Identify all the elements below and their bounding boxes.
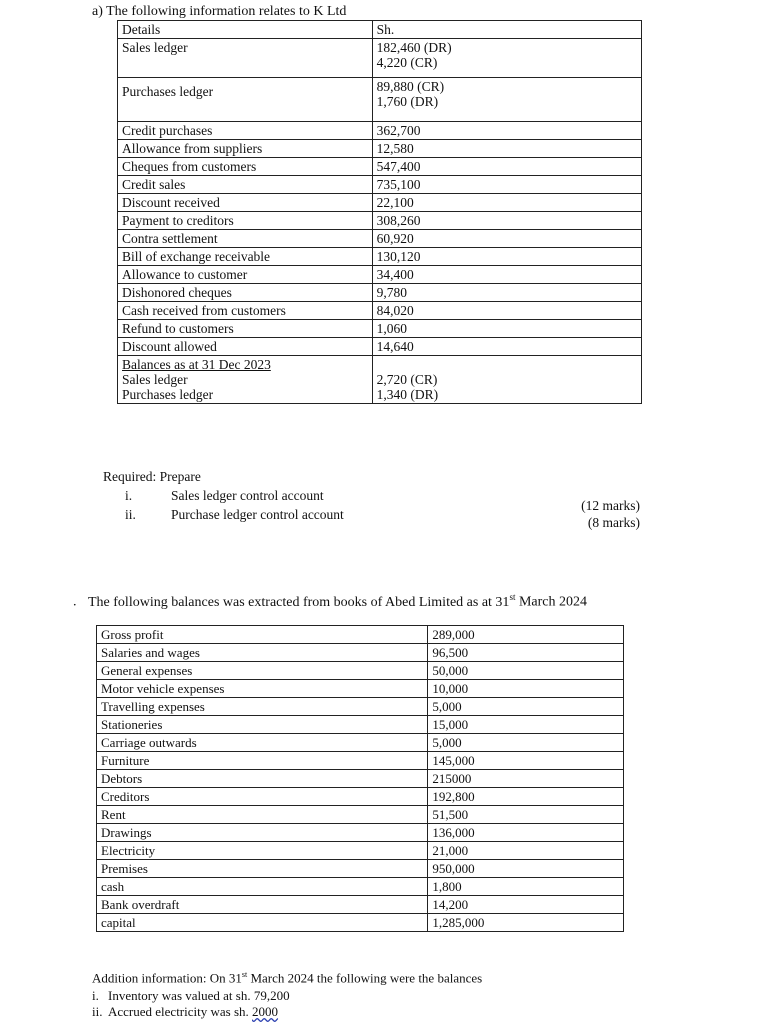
balances-amounts	[372, 356, 641, 404]
table-row	[118, 338, 642, 356]
row-label: Creditors	[97, 788, 428, 806]
row-label: General expenses	[97, 662, 428, 680]
balance-amount: 1,340 (DR)	[376, 387, 439, 402]
additional-item	[92, 1004, 482, 1020]
row-label: Gross profit	[97, 626, 428, 644]
table-row	[118, 158, 642, 176]
k-ltd-table	[117, 20, 642, 404]
table-row	[97, 806, 624, 824]
row-label: Cheques from customers	[118, 158, 373, 176]
row-label: Carriage outwards	[97, 734, 428, 752]
heading-text: The following balances was extracted from books of Abed Limited as at 31	[88, 594, 510, 610]
table-row	[97, 644, 624, 662]
table-row	[118, 78, 642, 122]
row-label: Credit purchases	[118, 122, 373, 140]
row-amount: 21,000	[428, 842, 624, 860]
row-amount: 192,800	[428, 788, 624, 806]
row-amount: 5,000	[428, 698, 624, 716]
bullet: .	[73, 594, 77, 610]
details-header: Details	[118, 21, 373, 39]
balance-label: Sales ledger	[122, 372, 188, 387]
table-row	[118, 266, 642, 284]
row-amount: 84,020	[372, 302, 641, 320]
row-amount: 5,000	[428, 734, 624, 752]
table-header-row	[118, 21, 642, 39]
heading-text: March 2024	[515, 594, 587, 610]
additional-info	[92, 967, 482, 1020]
row-amounts	[372, 78, 641, 122]
item-text: Inventory was valued at sh. 79,200	[108, 988, 290, 1004]
table-row	[97, 842, 624, 860]
row-amount: 735,100	[372, 176, 641, 194]
marks-value: (12 marks)	[581, 498, 640, 513]
row-label: Discount allowed	[118, 338, 373, 356]
row-label: Sales ledger	[118, 39, 373, 78]
row-amount: 60,920	[372, 230, 641, 248]
section-a-heading: a) The following information relates to K Ltd	[92, 4, 347, 19]
row-amount: 50,000	[428, 662, 624, 680]
item-number: i.	[92, 988, 99, 1004]
row-amount: 547,400	[372, 158, 641, 176]
row-amount: 34,400	[372, 266, 641, 284]
marks-value: (8 marks)	[587, 515, 640, 530]
row-amount: 1,285,000	[428, 914, 624, 932]
amount-value: 89,880 (CR)	[376, 79, 445, 94]
row-label: Refund to customers	[118, 320, 373, 338]
table-row	[118, 176, 642, 194]
heading-text: March 2024 the following were the balances	[247, 970, 483, 986]
row-label: Credit sales	[118, 176, 373, 194]
row-amount: 308,260	[372, 212, 641, 230]
table-row	[97, 788, 624, 806]
row-amount: 10,000	[428, 680, 624, 698]
row-amount: 51,500	[428, 806, 624, 824]
amount-value: 4,220 (CR)	[376, 55, 438, 70]
row-amount: 136,000	[428, 824, 624, 842]
balance-amount: 2,720 (CR)	[376, 372, 438, 387]
row-label: Rent	[97, 806, 428, 824]
row-amount: 14,200	[428, 896, 624, 914]
row-amount: 9,780	[372, 284, 641, 302]
row-amount: 15,000	[428, 716, 624, 734]
row-label: Electricity	[97, 842, 428, 860]
table-row	[97, 752, 624, 770]
required-title: Required: Prepare	[103, 469, 201, 484]
row-label: capital	[97, 914, 428, 932]
table-row	[97, 896, 624, 914]
row-label: Drawings	[97, 824, 428, 842]
table-row	[118, 248, 642, 266]
row-label: Bill of exchange receivable	[118, 248, 373, 266]
row-label: Furniture	[97, 752, 428, 770]
row-label: Motor vehicle expenses	[97, 680, 428, 698]
additional-heading	[92, 967, 482, 986]
row-amount: 950,000	[428, 860, 624, 878]
row-label: Stationeries	[97, 716, 428, 734]
row-label: Salaries and wages	[97, 644, 428, 662]
row-label: cash	[97, 878, 428, 896]
row-label: Bank overdraft	[97, 896, 428, 914]
row-amount: 130,120	[372, 248, 641, 266]
row-amount: 215000	[428, 770, 624, 788]
row-label: Contra settlement	[118, 230, 373, 248]
row-amount: 1,800	[428, 878, 624, 896]
balances-labels	[118, 356, 373, 404]
item-text: Sales ledger control account	[171, 488, 324, 503]
item-text: Purchase ledger control account	[171, 507, 344, 522]
section-b-heading	[73, 589, 587, 611]
table-row	[97, 878, 624, 896]
marks-column	[560, 497, 640, 531]
table-row	[118, 320, 642, 338]
row-amount: 289,000	[428, 626, 624, 644]
row-amount: 145,000	[428, 752, 624, 770]
table-row	[118, 39, 642, 78]
heading-text: Addition information: On 31	[92, 970, 242, 986]
amount-value: 182,460 (DR)	[376, 40, 452, 55]
row-amount: 1,060	[372, 320, 641, 338]
table-row	[118, 212, 642, 230]
item-text: Accrued electricity was sh.	[108, 1004, 253, 1020]
balance-label: Purchases ledger	[122, 387, 214, 402]
row-label: Dishonored cheques	[118, 284, 373, 302]
table-row	[97, 824, 624, 842]
row-amounts	[372, 39, 641, 78]
table-row	[97, 734, 624, 752]
required-block	[103, 467, 344, 524]
row-label: Payment to creditors	[118, 212, 373, 230]
heading-sup: st	[241, 970, 248, 979]
required-item	[103, 486, 344, 505]
table-row	[118, 122, 642, 140]
row-label: Allowance from suppliers	[118, 140, 373, 158]
balances-row	[118, 356, 642, 404]
item-number: ii.	[125, 507, 136, 522]
table-row	[97, 662, 624, 680]
row-label: Discount received	[118, 194, 373, 212]
item-number: i.	[125, 488, 133, 503]
table-row	[97, 698, 624, 716]
table-row	[97, 860, 624, 878]
table-row	[97, 680, 624, 698]
table-row	[97, 626, 624, 644]
table-row	[118, 284, 642, 302]
table-row	[97, 914, 624, 932]
table-row	[118, 302, 642, 320]
row-label: Purchases ledger	[118, 78, 373, 122]
row-amount: 14,640	[372, 338, 641, 356]
amount-header: Sh.	[372, 21, 641, 39]
balances-heading: Balances as at 31 Dec 2023	[122, 357, 271, 372]
table-row	[118, 230, 642, 248]
abed-balances-table	[96, 625, 624, 932]
table-row	[97, 770, 624, 788]
row-label: Allowance to customer	[118, 266, 373, 284]
row-label: Premises	[97, 860, 428, 878]
row-amount: 96,500	[428, 644, 624, 662]
row-label: Cash received from customers	[118, 302, 373, 320]
additional-item	[92, 988, 482, 1004]
amount-value: 1,760 (DR)	[376, 94, 439, 109]
table-row	[118, 140, 642, 158]
row-label: Travelling expenses	[97, 698, 428, 716]
item-number: ii.	[92, 1004, 103, 1020]
row-amount: 362,700	[372, 122, 641, 140]
table-row	[118, 194, 642, 212]
row-label: Debtors	[97, 770, 428, 788]
row-amount: 22,100	[372, 194, 641, 212]
required-item	[103, 505, 344, 524]
heading-sup: st	[509, 592, 516, 602]
row-amount: 12,580	[372, 140, 641, 158]
table-row	[97, 716, 624, 734]
item-value: 2000	[252, 1004, 279, 1020]
